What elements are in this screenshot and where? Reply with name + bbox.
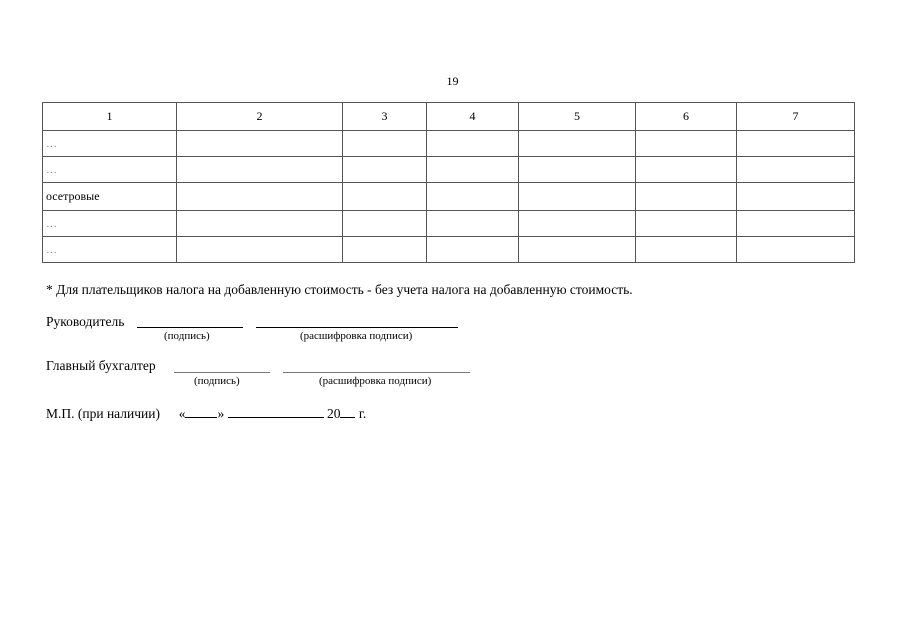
column-header: 1	[43, 103, 177, 131]
stamp-date-line	[46, 405, 366, 422]
table-cell	[737, 157, 855, 183]
table-cell	[343, 237, 427, 263]
table-cell	[519, 131, 636, 157]
stamp-label: М.П. (при наличии)	[46, 406, 160, 421]
table-cell	[177, 237, 343, 263]
table-cell	[636, 131, 737, 157]
table-cell	[343, 211, 427, 237]
table-cell	[737, 183, 855, 211]
table-cell	[177, 183, 343, 211]
table-cell: …	[43, 211, 177, 237]
table-cell	[343, 157, 427, 183]
day-field[interactable]	[185, 405, 217, 418]
table-cell	[737, 211, 855, 237]
table-cell	[427, 211, 519, 237]
director-label: Руководитель	[46, 314, 125, 329]
column-header: 6	[636, 103, 737, 131]
table-cell: …	[43, 131, 177, 157]
table-cell: …	[43, 157, 177, 183]
chief-accountant-signature-caption: (подпись)	[194, 375, 240, 387]
table-row	[43, 131, 855, 157]
table-cell	[427, 237, 519, 263]
column-header: 5	[519, 103, 636, 131]
chief-accountant-signature-field[interactable]	[174, 372, 270, 373]
table-cell	[519, 211, 636, 237]
table-cell	[177, 157, 343, 183]
table-row	[43, 183, 855, 211]
table-cell	[343, 131, 427, 157]
chief-accountant-label: Главный бухгалтер	[46, 358, 156, 373]
year-suffix: г.	[358, 406, 367, 421]
table-row	[43, 237, 855, 263]
column-header: 7	[737, 103, 855, 131]
table-cell	[737, 131, 855, 157]
table-header-row	[43, 103, 855, 131]
table-row	[43, 157, 855, 183]
director-decoding-caption: (расшифровка подписи)	[300, 330, 413, 342]
year-prefix: 20	[326, 406, 341, 421]
chief-accountant-decoding-caption: (расшифровка подписи)	[319, 375, 432, 387]
table-cell: осетровые	[43, 183, 177, 211]
table-cell	[427, 131, 519, 157]
table-cell	[177, 211, 343, 237]
director-signature-caption: (подпись)	[164, 330, 210, 342]
page-number: 19	[446, 74, 459, 88]
table-cell	[636, 183, 737, 211]
table-cell: …	[43, 237, 177, 263]
table-cell	[177, 131, 343, 157]
table-cell	[427, 183, 519, 211]
table-cell	[519, 183, 636, 211]
director-decoding-field[interactable]	[256, 327, 458, 328]
month-field[interactable]	[228, 405, 324, 418]
chief-accountant-decoding-field[interactable]	[283, 372, 470, 373]
data-table	[42, 102, 855, 263]
table-row	[43, 211, 855, 237]
table-cell	[343, 183, 427, 211]
column-header: 2	[177, 103, 343, 131]
column-header: 3	[343, 103, 427, 131]
table-cell	[519, 157, 636, 183]
director-signature-field[interactable]	[137, 327, 243, 328]
table-cell	[636, 237, 737, 263]
close-quote: »	[217, 406, 225, 421]
table-cell	[636, 211, 737, 237]
year-field[interactable]	[340, 405, 355, 418]
footnote: * Для плательщиков налога на добавленную стоимость - без учета налога на добавленную стоимость.	[46, 282, 633, 297]
table-cell	[519, 237, 636, 263]
open-quote: «	[178, 406, 186, 421]
column-header: 4	[427, 103, 519, 131]
table-cell	[737, 237, 855, 263]
table-cell	[427, 157, 519, 183]
table-cell	[636, 157, 737, 183]
